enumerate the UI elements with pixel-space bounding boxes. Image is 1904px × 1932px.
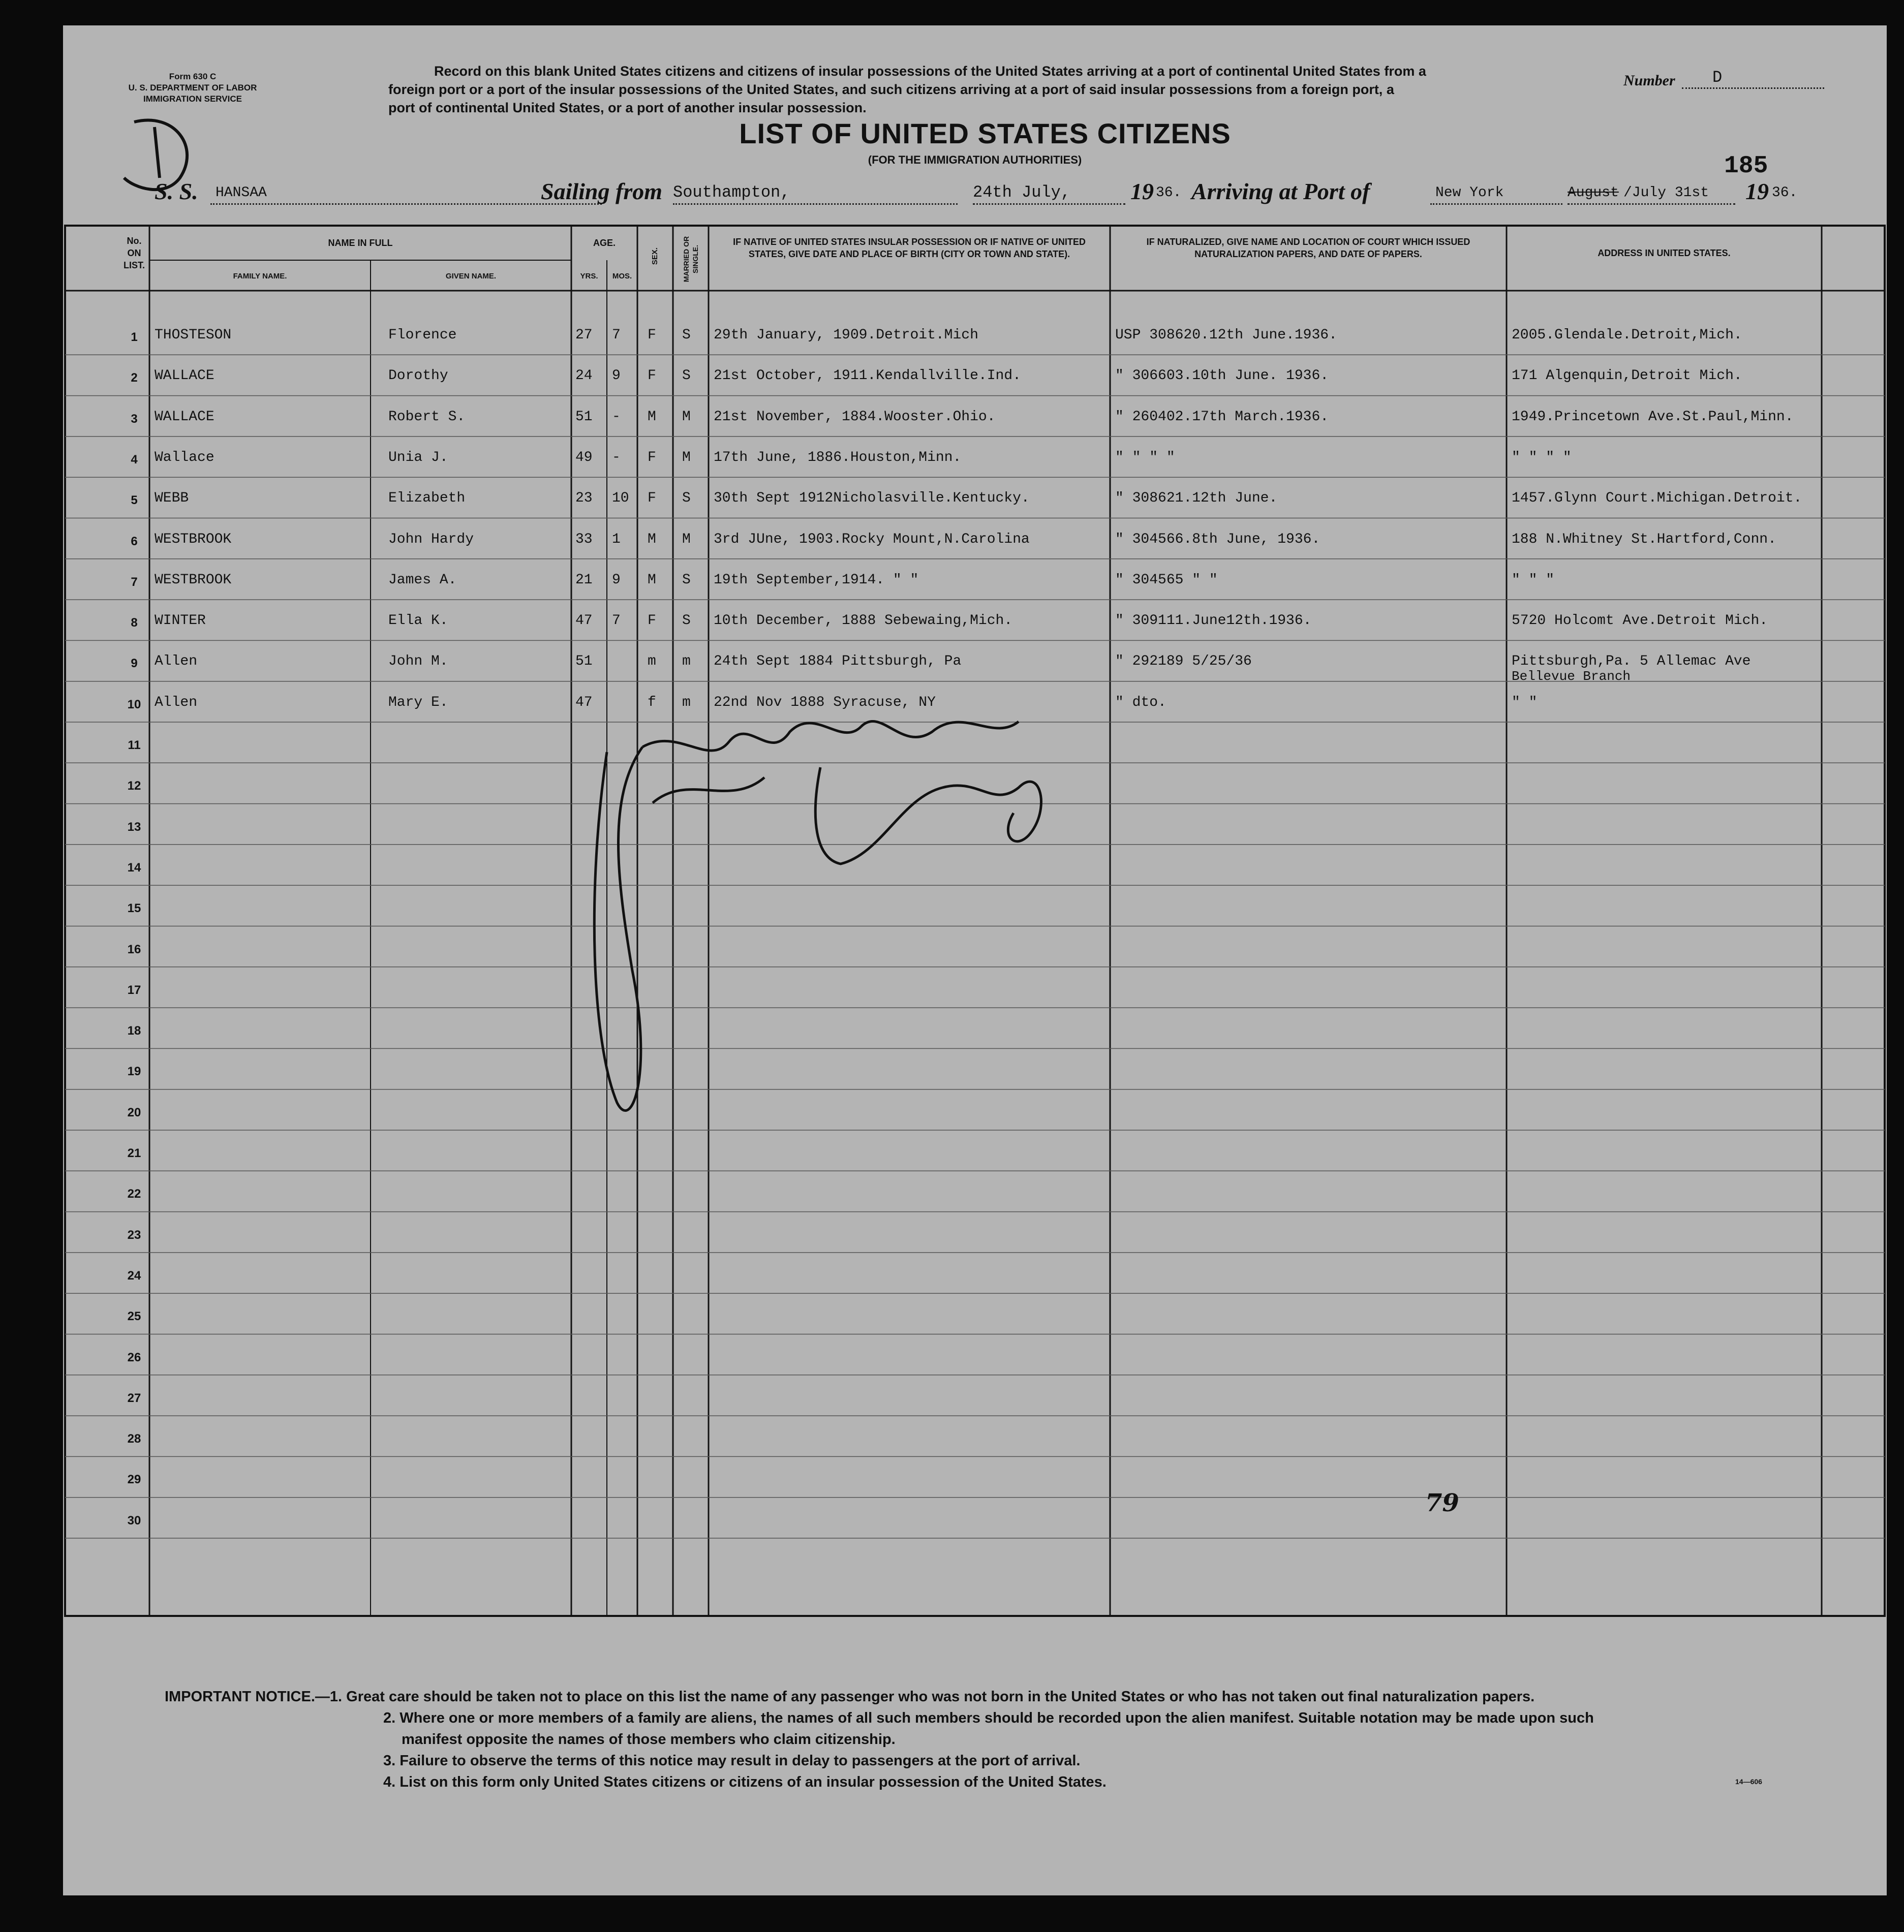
table-cell-age-years: 51 [575, 653, 593, 670]
table-cell-given-name: James A. [388, 572, 457, 588]
table-cell-address: 5720 Holcomt Ave.Detroit Mich. [1512, 613, 1768, 629]
table-cell-sex: F [648, 368, 656, 384]
notice-item: 2. Where one or more members of a family are aliens, the names of all such members should be recorded upon the alien manifest. Suitable notation may be made upon such [383, 1710, 1594, 1726]
row-number: 24 [127, 1268, 141, 1283]
arrival-year: 36. [1772, 185, 1798, 201]
table-cell-address: " " [1512, 694, 1538, 710]
table-cell-naturalization: " 260402.17th March.1936. [1115, 409, 1329, 425]
intro-text [388, 62, 1608, 117]
sailing-from-value: Southampton, [673, 183, 790, 202]
table-cell-birth-info: 21st October, 1911.Kendallville.Ind. [714, 368, 1021, 384]
table-cell-sex: M [648, 572, 656, 588]
table-cell-age-months: 1 [612, 531, 621, 547]
arrival-date: /July 31st [1623, 185, 1709, 201]
intro-line: port of continental United States, or a port of another insular possession. [388, 100, 867, 115]
table-cell-address-line2: Bellevue Branch [1512, 669, 1631, 684]
row-number: 9 [131, 657, 138, 671]
row-number: 17 [127, 983, 141, 997]
table-cell-marital-status: m [682, 694, 691, 710]
table-cell-address: " " " [1512, 572, 1555, 588]
column-header-address: ADDRESS IN UNITED STATES. [1598, 248, 1731, 258]
empty-table-row [63, 1421, 1887, 1461]
table-cell-age-years: 23 [575, 490, 593, 507]
table-cell-family-name: WESTBROOK [155, 531, 232, 547]
table-cell-family-name: WALLACE [155, 368, 214, 384]
row-number: 12 [127, 779, 141, 793]
table-cell-address: Pittsburgh,Pa. 5 Allemac Ave [1512, 653, 1751, 670]
table-cell-address: 1949.Princetown Ave.St.Paul,Minn. [1512, 409, 1794, 425]
column-header-mos: MOS. [612, 272, 632, 281]
table-cell-age-years: 24 [575, 368, 593, 384]
service-name: IMMIGRATION SERVICE [143, 94, 242, 104]
table-cell-given-name: Florence [388, 327, 457, 343]
form-identifier [119, 71, 266, 105]
empty-table-row [63, 1461, 1887, 1502]
table-cell-address: 2005.Glendale.Detroit,Mich. [1512, 327, 1742, 343]
printer-code: 14—606 [1735, 1778, 1762, 1786]
empty-table-row [63, 1503, 1887, 1543]
table-row [63, 482, 1887, 523]
page-subtitle: (FOR THE IMMIGRATION AUTHORITIES) [868, 153, 1082, 166]
table-cell-family-name: THOSTESON [155, 327, 232, 343]
table-cell-given-name: Robert S. [388, 409, 466, 425]
year-prefix: 19 [1745, 178, 1769, 204]
ss-label: S. S. [155, 178, 198, 204]
row-number: 25 [127, 1310, 141, 1324]
table-cell-age-years: 47 [575, 694, 593, 710]
row-number: 2 [131, 371, 138, 385]
table-row [63, 645, 1887, 686]
table-cell-naturalization: " dto. [1115, 694, 1166, 710]
notice-item-1-row [165, 1686, 1872, 1707]
table-cell-marital-status: S [682, 572, 691, 588]
row-number: 13 [127, 820, 141, 834]
table-row [63, 401, 1887, 442]
table-row [63, 360, 1887, 400]
table-cell-naturalization: " 309111.June12th.1936. [1115, 613, 1312, 629]
row-number: 1 [131, 330, 138, 344]
table-cell-sex: m [648, 653, 656, 670]
notice-label: IMPORTANT NOTICE.— [165, 1689, 330, 1705]
table-cell-sex: M [648, 409, 656, 425]
table-cell-birth-info: 21st November, 1884.Wooster.Ohio. [714, 409, 996, 425]
empty-table-row [63, 1380, 1887, 1421]
row-number: 15 [127, 901, 141, 916]
column-header-age: AGE. [593, 238, 616, 248]
row-number: 11 [128, 738, 141, 752]
row-number: 8 [131, 616, 138, 630]
signature [576, 686, 1110, 1143]
table-cell-family-name: WESTBROOK [155, 572, 232, 588]
row-number: 18 [127, 1024, 141, 1038]
table-cell-marital-status: M [682, 409, 691, 425]
row-number: 7 [131, 575, 138, 589]
number-label: Number [1623, 72, 1675, 89]
sailing-from-label: Sailing from [541, 178, 663, 204]
annotation-number: 79 [1425, 1489, 1459, 1517]
row-number: 14 [127, 860, 141, 875]
row-number: 27 [127, 1391, 141, 1405]
table-row [63, 319, 1887, 360]
form-number: Form 630 C [169, 72, 217, 81]
column-header-given-name: GIVEN NAME. [445, 272, 497, 281]
table-cell-age-months: - [612, 449, 621, 465]
table-cell-address: 1457.Glynn Court.Michigan.Detroit. [1512, 490, 1802, 507]
table-cell-naturalization: " 292189 5/25/36 [1115, 653, 1252, 670]
table-cell-marital-status: M [682, 449, 691, 465]
year-prefix: 19 [1130, 178, 1154, 204]
table-cell-family-name: WALLACE [155, 409, 214, 425]
table-cell-birth-info: 10th December, 1888 Sebewaing,Mich. [714, 613, 1013, 629]
row-number: 28 [127, 1432, 141, 1446]
table-cell-birth-info: 3rd JUne, 1903.Rocky Mount,N.Carolina [714, 531, 1030, 547]
column-header-name-in-full: NAME IN FULL [328, 238, 393, 248]
table-cell-marital-status: S [682, 327, 691, 343]
table-cell-age-years: 21 [575, 572, 593, 588]
row-number: 23 [127, 1228, 141, 1242]
table-cell-marital-status: S [682, 613, 691, 629]
column-header-sex: SEX. [651, 247, 659, 265]
sail-date-underline [973, 203, 1125, 205]
sailing-date: 24th July, [973, 183, 1071, 202]
important-notice [165, 1686, 1872, 1793]
table-cell-given-name: John M. [388, 653, 448, 670]
empty-table-row [63, 1339, 1887, 1380]
table-cell-naturalization: " 306603.10th June. 1936. [1115, 368, 1329, 384]
table-cell-sex: F [648, 613, 656, 629]
from-underline [673, 203, 958, 205]
table-cell-naturalization: " 308621.12th June. [1115, 490, 1278, 507]
port-underline [1430, 203, 1562, 205]
manifest-sheet [63, 25, 1887, 1895]
row-number: 3 [131, 412, 138, 426]
table-cell-naturalization: " 304566.8th June, 1936. [1115, 531, 1320, 547]
row-number: 19 [127, 1065, 141, 1079]
table-cell-naturalization: " 304565 " " [1115, 572, 1218, 588]
table-cell-marital-status: S [682, 368, 691, 384]
notice-item: manifest opposite the names of those members who claim citizenship. [402, 1731, 896, 1748]
empty-table-row [63, 1298, 1887, 1339]
table-cell-birth-info: 24th Sept 1884 Pittsburgh, Pa [714, 653, 962, 670]
department-name: U. S. DEPARTMENT OF LABOR [128, 83, 257, 92]
table-cell-family-name: Allen [155, 694, 198, 710]
table-cell-age-months: 9 [612, 572, 621, 588]
ship-name: HANSAA [216, 185, 267, 201]
page-number: 185 [1724, 152, 1768, 180]
table-cell-age-years: 33 [575, 531, 593, 547]
page-title: LIST OF UNITED STATES CITIZENS [739, 117, 1231, 149]
column-header-married: MARRIED OR SINGLE. [682, 236, 699, 283]
table-cell-given-name: John Hardy [388, 531, 474, 547]
column-header-birth: IF NATIVE OF UNITED STATES INSULAR POSSESSION OR IF NATIVE OF UNITED STATES, GIVE DATE AND PLACE OF BIRTH (CITY OR TOWN AND STATE). [733, 237, 1086, 259]
table-cell-given-name: Mary E. [388, 694, 448, 710]
intro-line: Record on this blank United States citizens and citizens of insular possessions of the United States arriving at a port of continental United States from a [434, 64, 1426, 79]
arrival-underline [1568, 203, 1735, 205]
table-cell-naturalization: " " " " [1115, 449, 1175, 465]
row-number: 10 [127, 697, 141, 711]
table-cell-age-years: 47 [575, 613, 593, 629]
table-cell-age-months: 10 [612, 490, 629, 507]
row-number: 6 [131, 534, 138, 548]
table-cell-sex: M [648, 531, 656, 547]
row-number: 22 [127, 1187, 141, 1201]
table-cell-given-name: Dorothy [388, 368, 448, 384]
arriving-label: Arriving at Port of [1191, 178, 1370, 204]
row-number: 30 [127, 1513, 141, 1528]
table-cell-address: " " " " [1512, 449, 1572, 465]
row-number: 20 [127, 1105, 141, 1119]
notice-item: 1. Great care should be taken not to place on this list the name of any passenger who was not born in the United States or who has not taken out final naturalization papers. [329, 1689, 1535, 1705]
table-cell-address: 188 N.Whitney St.Hartford,Conn. [1512, 531, 1776, 547]
table-cell-birth-info: 19th September,1914. " " [714, 572, 919, 588]
column-header-yrs: YRS. [580, 272, 598, 281]
table-cell-sex: F [648, 490, 656, 507]
column-header-family-name: FAMILY NAME. [233, 272, 287, 281]
column-header-no: No. ON LIST. [123, 236, 145, 270]
table-cell-birth-info: 29th January, 1909.Detroit.Mich [714, 327, 978, 343]
table-cell-address: 171 Algenquin,Detroit Mich. [1512, 368, 1742, 384]
table-cell-marital-status: S [682, 490, 691, 507]
empty-table-row [63, 1258, 1887, 1298]
sailing-year: 36. [1156, 185, 1182, 201]
table-cell-family-name: WEBB [155, 490, 189, 507]
table-cell-age-years: 51 [575, 409, 593, 425]
row-number: 4 [131, 452, 138, 466]
column-header-naturalized: IF NATURALIZED, GIVE NAME AND LOCATION OF COURT WHICH ISSUED NATURALIZATION PAPERS, AND DATE OF PAPERS. [1146, 237, 1470, 259]
row-number: 21 [127, 1146, 141, 1160]
table-row [63, 605, 1887, 645]
table-cell-family-name: Wallace [155, 449, 214, 465]
table-cell-family-name: Allen [155, 653, 198, 670]
table-cell-age-years: 49 [575, 449, 593, 465]
table-cell-family-name: WINTER [155, 613, 206, 629]
table-cell-naturalization: USP 308620.12th June.1936. [1115, 327, 1337, 343]
table-cell-given-name: Ella K. [388, 613, 448, 629]
table-cell-given-name: Elizabeth [388, 490, 466, 507]
empty-table-row [63, 1217, 1887, 1258]
empty-table-row [63, 1176, 1887, 1217]
notice-item: 3. Failure to observe the terms of this notice may result in delay to passengers at the port of arrival. [383, 1753, 1081, 1769]
row-number: 29 [127, 1473, 141, 1487]
notice-item: 4. List on this form only United States citizens or citizens of an insular possession of the United States. [383, 1774, 1107, 1790]
table-cell-age-months: 9 [612, 368, 621, 384]
table-cell-age-months: 7 [612, 613, 621, 629]
table-cell-marital-status: M [682, 531, 691, 547]
table-cell-age-months: 7 [612, 327, 621, 343]
number-value: D [1712, 68, 1723, 87]
table-cell-age-years: 27 [575, 327, 593, 343]
table-row [63, 523, 1887, 564]
table-row [63, 564, 1887, 605]
table-cell-birth-info: 17th June, 1886.Houston,Minn. [714, 449, 962, 465]
arrival-struck-text: August [1568, 185, 1619, 201]
table-cell-sex: f [648, 694, 656, 710]
table-cell-birth-info: 22nd Nov 1888 Syracuse, NY [714, 694, 936, 710]
row-number: 5 [131, 493, 138, 508]
row-number: 26 [127, 1350, 141, 1364]
row-number: 16 [127, 942, 141, 956]
table-cell-sex: F [648, 327, 656, 343]
intro-line: foreign port or a port of the insular possessions of the United States, and such citizens arriving at a port of said insular possessions from a foreign port, a [388, 82, 1394, 97]
table-cell-age-months: - [612, 409, 621, 425]
arrival-port: New York [1435, 185, 1504, 201]
table-cell-given-name: Unia J. [388, 449, 448, 465]
table-row [63, 442, 1887, 482]
table-cell-marital-status: m [682, 653, 691, 670]
table-cell-birth-info: 30th Sept 1912Nicholasville.Kentucky. [714, 490, 1030, 507]
table-cell-sex: F [648, 449, 656, 465]
number-underline [1682, 87, 1824, 89]
